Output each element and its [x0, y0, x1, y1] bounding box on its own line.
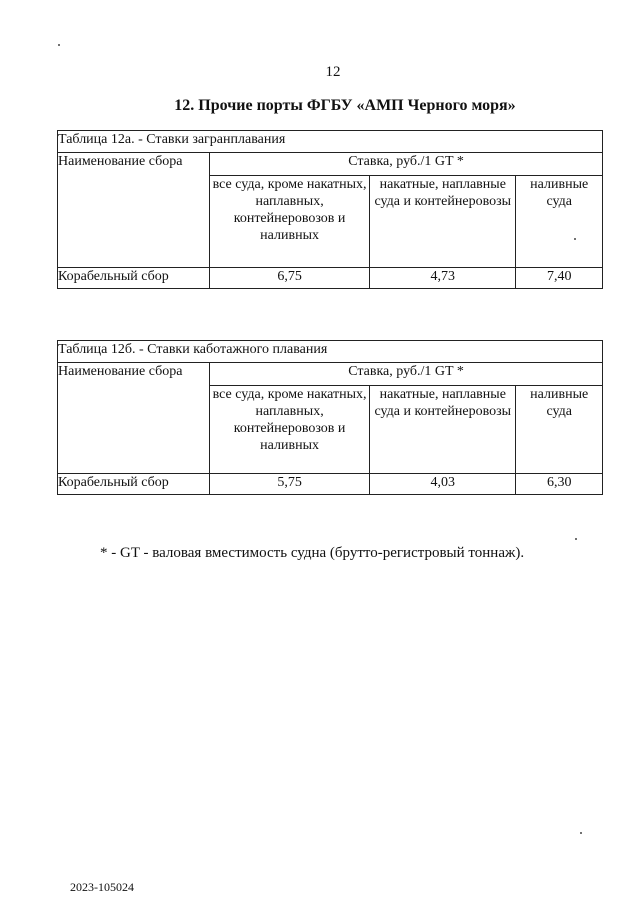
rate-value: 7,40 [516, 268, 603, 289]
table-caption: Таблица 12б. - Ставки каботажного плавания [58, 341, 603, 363]
fee-name-header: Наименование сбора [58, 363, 210, 474]
column-header-all-vessels: все суда, кроме накатных, наплавных, контейнеровозов и наливных [210, 176, 370, 268]
scan-speck [580, 832, 582, 834]
rates-table-coastal [57, 340, 603, 495]
table-row [58, 474, 603, 495]
rate-value: 6,75 [210, 268, 370, 289]
section-title: 12. Прочие порты ФГБУ «АМП Черного моря» [174, 97, 516, 114]
row-label: Корабельный сбор [58, 474, 210, 495]
gt-footnote: * - GT - валовая вместимость судна (брутто-регистровый тоннаж). [100, 545, 525, 561]
column-header-roro-container: накатные, наплавные суда и контейнеровозы [370, 386, 516, 474]
column-header-tankers: наливные суда [516, 386, 603, 474]
rates-table-foreign [57, 130, 603, 289]
column-header-tankers: наливные суда [516, 176, 603, 268]
scan-speck [574, 238, 576, 240]
rate-value: 5,75 [210, 474, 370, 495]
scan-speck [575, 538, 577, 540]
rate-header: Ставка, руб./1 GT * [210, 363, 603, 386]
column-header-all-vessels: все суда, кроме накатных, наплавных, контейнеровозов и наливных [210, 386, 370, 474]
table-caption: Таблица 12а. - Ставки загранплавания [58, 131, 603, 153]
document-code: 2023-105024 [70, 880, 134, 894]
column-header-roro-container: накатные, наплавные суда и контейнеровозы [370, 176, 516, 268]
rate-header: Ставка, руб./1 GT * [210, 153, 603, 176]
rate-value: 4,73 [370, 268, 516, 289]
rate-value: 6,30 [516, 474, 603, 495]
rate-value: 4,03 [370, 474, 516, 495]
fee-name-header: Наименование сбора [58, 153, 210, 268]
row-label: Корабельный сбор [58, 268, 210, 289]
table-row [58, 268, 603, 289]
page-number: 12 [325, 64, 341, 80]
scan-speck [58, 44, 60, 46]
